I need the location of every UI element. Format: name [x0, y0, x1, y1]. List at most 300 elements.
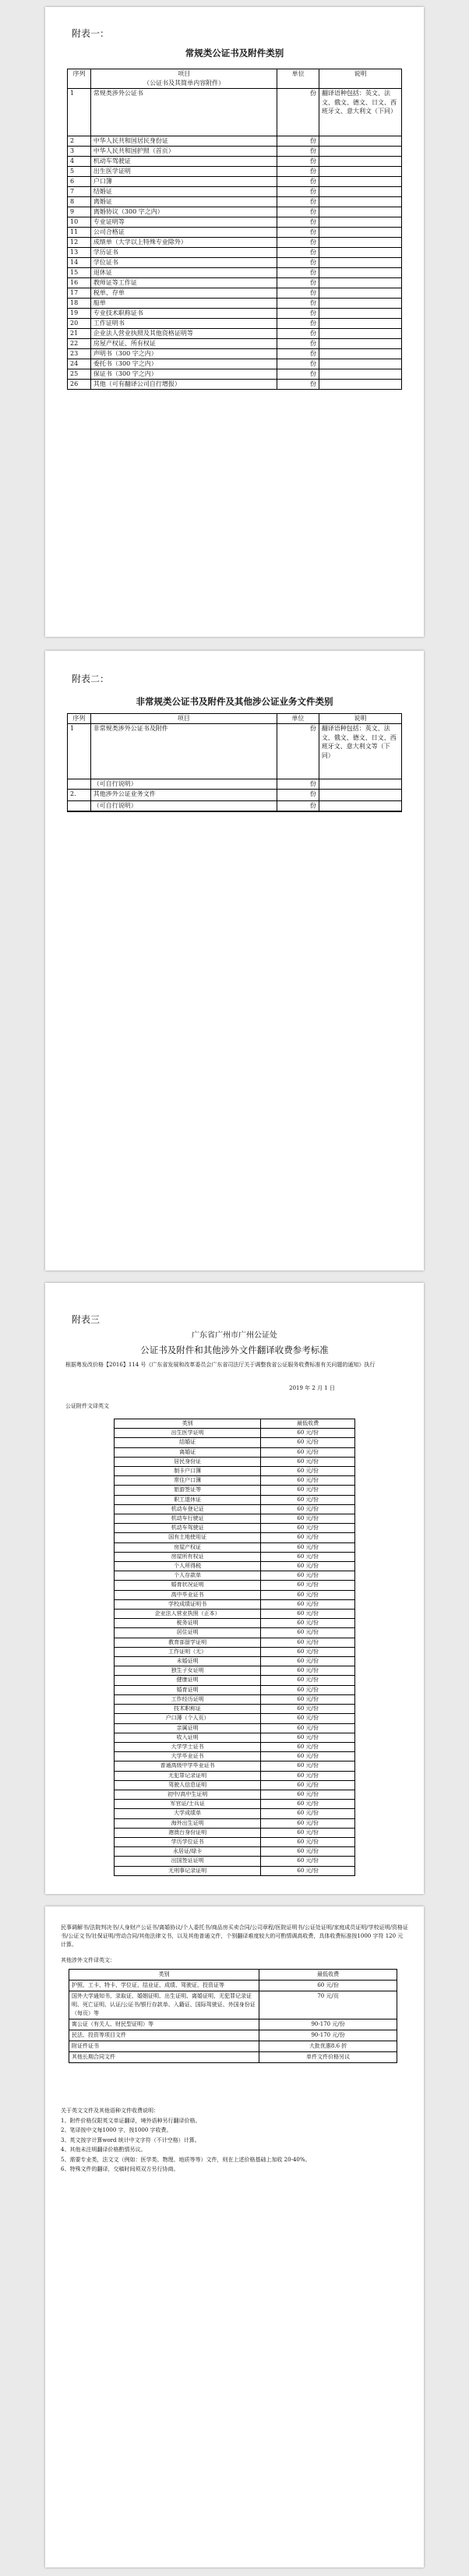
row-item: 中华人民共和国护照（首页）: [90, 147, 277, 157]
fee-amount: 60 元/份: [261, 1429, 355, 1438]
row-note: [319, 177, 401, 187]
row-number: 1: [68, 724, 91, 779]
fee-table: [114, 1419, 355, 1876]
row-unit: 份: [277, 299, 319, 309]
fee-category: 学历学位证书: [115, 1837, 261, 1846]
row-note: [319, 299, 401, 309]
row-item: 保证书（300 字之内）: [90, 369, 277, 380]
table-row: [115, 1486, 355, 1495]
row-number: 22: [68, 339, 91, 349]
fee-category: 出国签证证明: [115, 1857, 261, 1866]
row-unit: 份: [277, 329, 319, 339]
fee-amount: 60 元/份: [261, 1476, 355, 1486]
fee-notes: [61, 2106, 408, 2175]
row-number: 13: [68, 248, 91, 258]
row-item: （可自行说明）: [90, 779, 277, 790]
fee-category: 房屋所有权证: [115, 1552, 261, 1561]
fee-amount: 60 元/份: [261, 1457, 355, 1466]
fee-amount: 60 元/份: [261, 1504, 355, 1514]
note-item: 6、特殊文件的翻译，交稿时间须双方另行协商。: [61, 2166, 179, 2172]
fee-amount: 60 元/份: [261, 1657, 355, 1666]
table-row: [115, 1610, 355, 1619]
fee-amount: 90-170 元/份: [259, 2019, 397, 2030]
row-unit: 份: [277, 801, 319, 811]
fee-amount: 60 元/份: [261, 1714, 355, 1723]
row-number: 7: [68, 187, 91, 197]
row-item: 专业技术职称证书: [90, 309, 277, 319]
fee-category: 大学成绩单: [115, 1809, 261, 1818]
table-row: [115, 1476, 355, 1486]
row-note: [319, 136, 401, 147]
row-unit: 份: [277, 278, 319, 288]
row-item: 出生医学证明: [90, 167, 277, 177]
fee-amount: 60 元/份: [261, 1571, 355, 1581]
table-row: [115, 1837, 355, 1846]
row-unit: 份: [277, 258, 319, 268]
row-item: 税单、存单: [90, 288, 277, 299]
row-number: 6: [68, 177, 91, 187]
row-note: [319, 779, 401, 790]
table-row: [115, 1514, 355, 1524]
fee-amount: 60 元/份: [261, 1638, 355, 1647]
fee-category: 寓公证（有关人、财民型证明）等: [69, 2019, 259, 2030]
fee-amount: 60 元/份: [261, 1685, 355, 1694]
table-row: [69, 2052, 397, 2063]
row-unit: 份: [277, 197, 319, 207]
note-languages: 翻译语种包括：英文、法文、俄文、德文、日文、西班牙文、意大利文等（下同）: [319, 724, 401, 779]
fee-amount: 60 元/份: [261, 1676, 355, 1685]
table-row: [115, 1619, 355, 1628]
table-row: [115, 1504, 355, 1514]
row-number: 18: [68, 299, 91, 309]
row-unit: 份: [277, 248, 319, 258]
table-title: 非常规类公证书及附件及其他涉公证业务文件类别: [136, 696, 333, 707]
note-item: 4、其他未注明翻译价格酌情另议。: [61, 2147, 146, 2153]
table-row: [115, 1694, 355, 1704]
fee-amount: 60 元/份: [261, 1800, 355, 1809]
fee-category: 机动车登记证: [115, 1504, 261, 1514]
table-row: [115, 1599, 355, 1609]
row-unit: 份: [277, 319, 319, 329]
col-header-note: 说明: [319, 69, 401, 89]
table-row: [115, 1581, 355, 1590]
row-item: 学历证书: [90, 248, 277, 258]
row-item: [90, 811, 277, 812]
note-item: 2、笔译按中文每1000 字，按1000 字收费。: [61, 2127, 172, 2133]
fee-category: 税务证明: [115, 1619, 261, 1628]
table-row: [68, 248, 402, 258]
table-row: [68, 258, 402, 268]
fee-amount: 60 元/份: [261, 1666, 355, 1676]
fee-amount: 70 元/页: [259, 1991, 397, 2019]
row-unit: 份: [277, 89, 319, 136]
row-item: 房屋产权证、所有权证: [90, 339, 277, 349]
fee-amount: 单件文件价格另议: [259, 2052, 397, 2063]
row-item: 退休证: [90, 268, 277, 278]
col-header-note: 说明: [319, 714, 401, 724]
table-row: [68, 309, 402, 319]
row-note: [319, 278, 401, 288]
fee-category: 出生医学证明: [115, 1429, 261, 1438]
page-3: [45, 1283, 424, 1894]
row-note: [319, 268, 401, 278]
fee-category: 其他长期合同文件: [69, 2052, 259, 2063]
table-row: [115, 1457, 355, 1466]
table-row: [69, 1981, 397, 1991]
fee-amount: 60 元/份: [261, 1733, 355, 1742]
row-note: [319, 329, 401, 339]
fee-category: 附证件证书: [69, 2041, 259, 2052]
table-row: [115, 1666, 355, 1676]
row-item: 船单: [90, 299, 277, 309]
table-row: [68, 349, 402, 359]
table-row: [68, 167, 402, 177]
fee-category: 高中毕业证书: [115, 1590, 261, 1599]
table-row: [69, 2019, 397, 2030]
row-note: [319, 288, 401, 299]
row-item: 其他（可有翻译公司自行增报）: [90, 380, 277, 390]
table-row: [115, 1818, 355, 1828]
fee-category: 结婚证: [115, 1438, 261, 1447]
row-unit: 份: [277, 380, 319, 390]
table-row: [68, 369, 402, 380]
table-row: [115, 1866, 355, 1875]
table-row: [68, 339, 402, 349]
row-number: 26: [68, 380, 91, 390]
notary-document-table: [67, 69, 402, 390]
table-row: [115, 1828, 355, 1837]
row-number: 1: [68, 89, 91, 136]
fee-category: 民法、投资等项目文件: [69, 2030, 259, 2041]
row-number: 16: [68, 278, 91, 288]
col-header-item: 项目 （公证书及其简单内容附件）: [90, 69, 277, 89]
table-row: [68, 268, 402, 278]
row-note: [319, 228, 401, 238]
table-row: [68, 319, 402, 329]
row-note: [319, 217, 401, 228]
fee-category: 无犯罪记录证明: [115, 1771, 261, 1780]
fee-amount: 60 元/份: [261, 1581, 355, 1590]
row-number: 2.: [68, 790, 91, 801]
other-documents-fee-table: [69, 1969, 397, 2063]
row-unit: 份: [277, 724, 319, 779]
fee-category: 大学毕业证书: [115, 1752, 261, 1762]
table-row: [115, 1705, 355, 1714]
row-note: [319, 197, 401, 207]
fee-category: 国有土地使用证: [115, 1533, 261, 1542]
row-number: 11: [68, 228, 91, 238]
col-header-item: 项目: [90, 714, 277, 724]
table-row: [68, 217, 402, 228]
table-row: [69, 2041, 397, 2052]
fee-amount: 60 元/份: [261, 1552, 355, 1561]
annex-label: 附表一：: [72, 28, 110, 39]
note-item: 3、英文按字计算word 统计中文字符（不计空格）计算。: [61, 2136, 200, 2143]
fee-category: 教育部留学证明: [115, 1638, 261, 1647]
table-row: [115, 1723, 355, 1733]
table-body: [69, 1981, 397, 2063]
row-number: 12: [68, 238, 91, 248]
table-row: [115, 1733, 355, 1742]
table-row: [115, 1647, 355, 1656]
table-row: [68, 288, 402, 299]
table-row: [69, 2030, 397, 2041]
fee-category: 工作证明（无）: [115, 1647, 261, 1656]
table-row: [115, 1533, 355, 1542]
table-row: [115, 1438, 355, 1447]
fee-category: 个人所得税: [115, 1562, 261, 1571]
table-row: [115, 1542, 355, 1552]
col-header-category: 类别: [115, 1419, 261, 1429]
fee-category: 港澳台身份证明: [115, 1828, 261, 1837]
table-row: [115, 1657, 355, 1666]
row-number: 25: [68, 369, 91, 380]
fee-amount: 60 元/份: [261, 1780, 355, 1790]
table-row: [115, 1495, 355, 1504]
row-unit: 份: [277, 359, 319, 369]
fee-category: 亲属证明: [115, 1723, 261, 1733]
table-row: [68, 801, 402, 811]
page-1: [45, 7, 424, 637]
fee-amount: 60 元/份: [261, 1628, 355, 1638]
fee-amount: 60 元/份: [261, 1599, 355, 1609]
row-number: 24: [68, 359, 91, 369]
fee-category: 军官证/士兵证: [115, 1800, 261, 1809]
row-item: 户口簿: [90, 177, 277, 187]
table-row: [68, 136, 402, 147]
row-item: 学位证书: [90, 258, 277, 268]
fee-category: 居住证明: [115, 1628, 261, 1638]
table-row: [115, 1790, 355, 1799]
table-row: [115, 1562, 355, 1571]
fee-category: 婚育证明: [115, 1685, 261, 1694]
row-unit: 份: [277, 147, 319, 157]
row-unit: 份: [277, 187, 319, 197]
fee-category: 未婚证明: [115, 1657, 261, 1666]
table-row: [68, 147, 402, 157]
row-item: 离婚协议（300 字之内）: [90, 207, 277, 217]
row-item: （可自行说明）: [90, 801, 277, 811]
col-header-no: 序列: [68, 69, 91, 89]
fee-amount: 60 元/份: [261, 1809, 355, 1818]
row-number: 19: [68, 309, 91, 319]
col-header-no: 序列: [68, 714, 91, 724]
row-number: 2: [68, 136, 91, 147]
row-item: 教师证等工作证: [90, 278, 277, 288]
table-row: [68, 790, 402, 801]
col-header-fee: 最低收费: [261, 1419, 355, 1429]
fee-amount: 60 元/份: [261, 1590, 355, 1599]
fee-amount: 60 元/份: [261, 1866, 355, 1875]
fee-category: 机动车驾驶证: [115, 1524, 261, 1533]
row-unit: 份: [277, 349, 319, 359]
row-unit: 份: [277, 288, 319, 299]
fee-amount: 60 元/份: [261, 1524, 355, 1533]
fee-category: 海外出生证明: [115, 1818, 261, 1828]
note-item: 1、附件价格仅限英文单证翻译，境外语种另行翻译价格。: [61, 2117, 201, 2124]
date-text: 2019 年 2 月 1 日: [289, 1385, 335, 1391]
fee-amount: 60 元/份: [261, 1447, 355, 1457]
row-item: 企业法人营业执照及其他资格证明等: [90, 329, 277, 339]
row-unit: 份: [277, 238, 319, 248]
table-row: [68, 157, 402, 167]
table-row: [115, 1847, 355, 1857]
row-number: 4: [68, 157, 91, 167]
row-note: [319, 319, 401, 329]
col-header-unit: 单位: [277, 714, 319, 724]
row-unit: 份: [277, 369, 319, 380]
fee-category: 普通高级中学毕业证书: [115, 1762, 261, 1771]
fee-category: 国外大学通知书、录取证、婚姻证明、出生证明、离婚证明、无犯罪记录证明、死亡证明、认证/公证书/银行存款单、入籍证、国际驾驶证、外国身份证（每页）等: [69, 1991, 259, 2019]
table-title: 常规类公证书及附件类别: [185, 48, 284, 58]
row-number: 17: [68, 288, 91, 299]
row-note: [319, 801, 401, 811]
row-number: 23: [68, 349, 91, 359]
table-row: [68, 228, 402, 238]
row-item: 成绩单（大学以上特殊专业除外）: [90, 238, 277, 248]
fee-category: 驾驶人信息证明: [115, 1780, 261, 1790]
fee-category: 个人存款单: [115, 1571, 261, 1581]
fee-amount: 60 元/份: [261, 1438, 355, 1447]
fee-amount: 60 元/份: [261, 1818, 355, 1828]
fee-amount: 60 元/份: [261, 1514, 355, 1524]
fee-amount: 60 元/份: [261, 1828, 355, 1837]
table-caption: 其他涉外文件译英文：: [61, 1957, 115, 1963]
fee-amount: 90-170 元/份: [259, 2030, 397, 2041]
fee-amount: 60 元/份: [261, 1771, 355, 1780]
fee-amount: 60 元/份: [261, 1847, 355, 1857]
fee-category: 工作经历证明: [115, 1694, 261, 1704]
table-row: [68, 89, 402, 136]
row-number: 21: [68, 329, 91, 339]
row-number: [68, 779, 91, 790]
table-row: [115, 1809, 355, 1818]
row-unit: 份: [277, 309, 319, 319]
table-row: [115, 1714, 355, 1723]
row-item: 其他涉外公证业务文件: [90, 790, 277, 801]
page-2: [45, 651, 424, 1270]
table-row: [115, 1590, 355, 1599]
row-number: 9: [68, 207, 91, 217]
row-number: 3: [68, 147, 91, 157]
row-number: [68, 811, 91, 812]
row-unit: 份: [277, 339, 319, 349]
row-note: [319, 811, 401, 812]
table-row: [115, 1800, 355, 1809]
row-number: 10: [68, 217, 91, 228]
fee-category: 收入证明: [115, 1733, 261, 1742]
intro-text: 民事调解书/法院判决书/人身财产公证书/离婚协议/个人委托书/商品房买卖合同/公司章程/医院证明书/公证处证明/家庭成员证明/学校证明/资格证书/公证文书/社保证明/劳动合同/其他法律文书，以及其他普通文件，个别翻译难度较大的可酌情调高收费，具体收费标准按1000 字符 120 元计算。: [61, 1924, 408, 1948]
fee-standard-title: 公证书及附件和其他涉外文件翻译收费参考标准: [140, 1345, 329, 1355]
row-number: [68, 801, 91, 811]
table-row: [68, 329, 402, 339]
table-row: [68, 299, 402, 309]
table-row: [68, 811, 402, 812]
table-row: [68, 278, 402, 288]
row-item: 委托书（300 字之内）: [90, 359, 277, 369]
row-unit: 份: [277, 167, 319, 177]
row-note: [319, 790, 401, 801]
fee-amount: 大批优惠8.6 折: [259, 2041, 397, 2052]
row-unit: 份: [277, 177, 319, 187]
table-row: [68, 197, 402, 207]
row-unit: 份: [277, 157, 319, 167]
fee-amount: 60 元/份: [261, 1790, 355, 1799]
fee-amount: 60 元/份: [261, 1467, 355, 1476]
table-body: [115, 1429, 355, 1876]
row-note: [319, 349, 401, 359]
row-note: [319, 207, 401, 217]
table-row: [68, 380, 402, 390]
row-note: [319, 167, 401, 177]
row-note: [319, 369, 401, 380]
col-header-fee: 最低收费: [259, 1970, 397, 1981]
table-row: [115, 1676, 355, 1685]
row-note: [319, 380, 401, 390]
fee-category: 护照、工卡、特卡、学位证、结业证、成绩、驾驶证、投资证等: [69, 1981, 259, 1991]
table-row: [115, 1628, 355, 1638]
fee-category: 机动车行驶证: [115, 1514, 261, 1524]
row-unit: 份: [277, 268, 319, 278]
fee-amount: 60 元/份: [261, 1857, 355, 1866]
row-item: 机动车驾驶证: [90, 157, 277, 167]
row-item: 非常规类涉外公证书及附件: [90, 724, 277, 779]
table-row: [115, 1685, 355, 1694]
fee-category: 无刑事记录证明: [115, 1866, 261, 1875]
row-note: [319, 339, 401, 349]
fee-amount: 60 元/份: [261, 1610, 355, 1619]
row-number: 8: [68, 197, 91, 207]
fee-category: 大学学士证书: [115, 1742, 261, 1751]
row-number: 14: [68, 258, 91, 268]
row-item: 常规类涉外公证书: [90, 89, 277, 136]
table-row: [115, 1552, 355, 1561]
fee-amount: 60 元/份: [261, 1742, 355, 1751]
fee-category: 健康证明: [115, 1676, 261, 1685]
fee-amount: 60 元/份: [261, 1694, 355, 1704]
annex-label: 附表三: [72, 1314, 100, 1325]
row-number: 5: [68, 167, 91, 177]
col-header-unit: 单位: [277, 69, 319, 89]
row-item: 专业证明等: [90, 217, 277, 228]
row-note: [319, 359, 401, 369]
fee-category: 户口薄（个人页）: [115, 1714, 261, 1723]
fee-amount: 60 元/份: [261, 1752, 355, 1762]
fee-amount: 60 元/份: [261, 1647, 355, 1656]
row-note: [319, 238, 401, 248]
table-row: [68, 187, 402, 197]
row-note: [319, 147, 401, 157]
table-body: [68, 89, 402, 390]
table-body: [68, 724, 402, 812]
fee-amount: 60 元/份: [261, 1533, 355, 1542]
row-unit: 份: [277, 207, 319, 217]
row-number: 15: [68, 268, 91, 278]
fee-category: 居民身份证: [115, 1457, 261, 1466]
row-item: 声明书（300 字之内）: [90, 349, 277, 359]
note-languages: 翻译语种包括：英文、法文、俄文、德文、日文、西班牙文、意大利文（下同）: [319, 89, 401, 136]
fee-amount: 60 元/份: [261, 1562, 355, 1571]
table-caption: 公证附件文译英文: [65, 1403, 109, 1409]
fee-category: 技术职称证: [115, 1705, 261, 1714]
fee-amount: 60 元/份: [261, 1762, 355, 1771]
nonstandard-document-table: [67, 713, 402, 812]
row-note: [319, 157, 401, 167]
note-item: 5、需要专业类，法文文（例如：医学类、物理、地质等等）文件，则在上述价格基础上加收 20-40%。: [61, 2156, 311, 2163]
annex-label: 附表二：: [72, 673, 110, 684]
fee-amount: 60 元/份: [261, 1837, 355, 1846]
row-note: [319, 309, 401, 319]
